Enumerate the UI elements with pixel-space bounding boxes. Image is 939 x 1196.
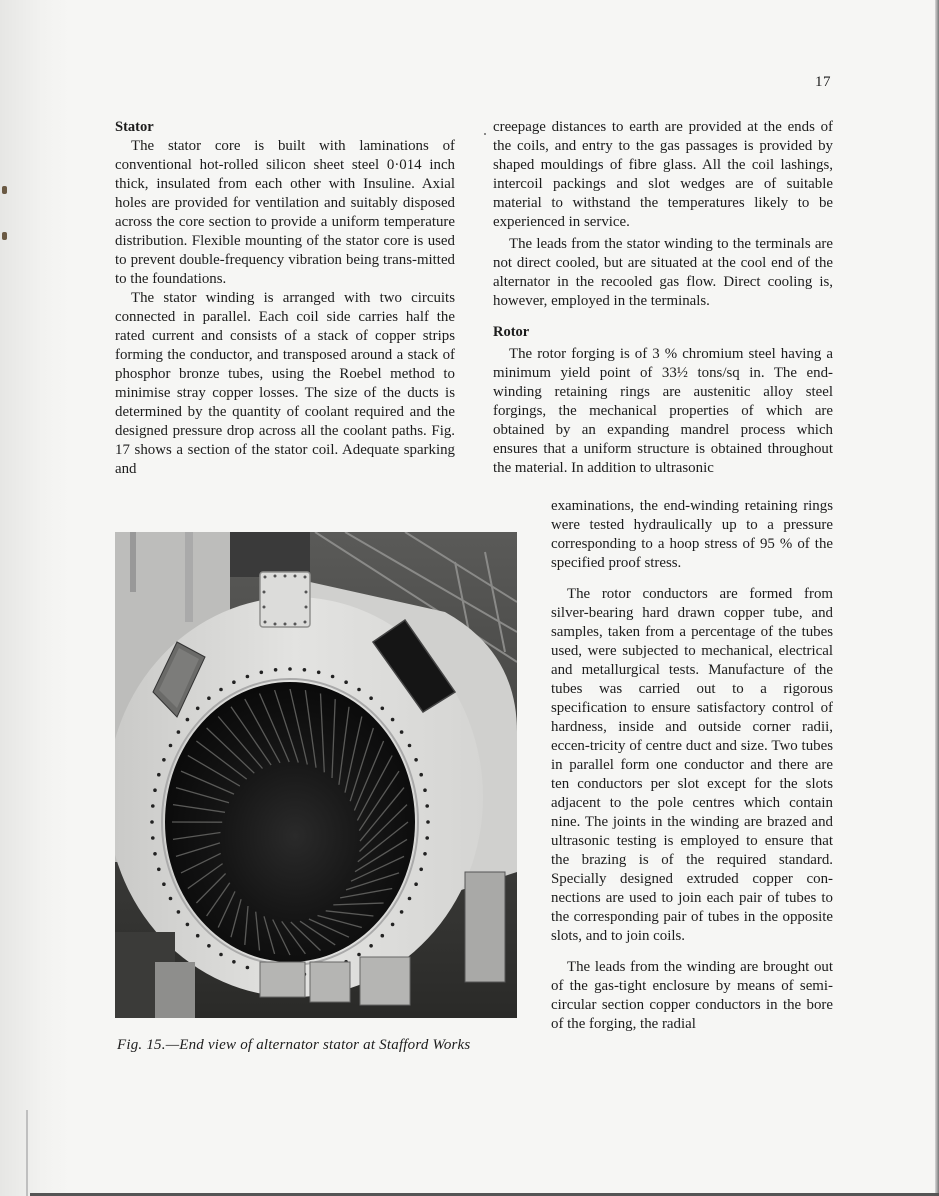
bolt (232, 960, 236, 964)
bolt (408, 897, 412, 901)
figure-caption (117, 1037, 517, 1054)
page-edge-left (26, 1110, 28, 1196)
bolt (207, 696, 211, 700)
paragraph: The stator winding is arranged with two circuits connected in parallel. Each coil side carries half the rated current and consists of a stack of copper strips forming the conductor, and transposed around a stack of phosphor bronze tubes, using the Roebel method to minimise stray copper losses. The size of the ducts is determined by the quantity of coolant required and the designed pressure drop across all the coolant paths. Fig. 17 shows a section of the stator coil. Adequate sparking and (115, 290, 455, 477)
bolt (317, 671, 321, 675)
right-column (493, 118, 833, 478)
bolt (288, 667, 292, 671)
bolt (151, 804, 155, 808)
bolt (357, 688, 361, 692)
left-column (115, 118, 455, 479)
bolt (357, 953, 361, 957)
bolt (274, 668, 278, 672)
bolt (169, 744, 173, 748)
section-heading-stator: Stator (115, 119, 154, 135)
bolt (177, 730, 181, 734)
right-column-narrow (551, 497, 833, 1034)
bolt (153, 852, 157, 856)
bolt (186, 923, 190, 927)
paragraph: The stator core is built with laminations of conventional hot-rolled silicon sheet steel 0·014 inch thick, insulated from each other with Insuline. Axial holes are provided for ventilation and suitably disposed across the core section to provide a uniform temperature distribution. Flexible mounting of the stator core is used to prevent double-frequency vibration being trans-mitted to the foundations. (115, 138, 455, 287)
page-gutter-shadow (0, 0, 70, 1196)
paragraph: The leads from the stator winding to the terminals are not direct cooled, but are situated at the cool end of the alternator in the recooled gas flow. Direct cooling is, however, employed in the terminals. (493, 236, 833, 309)
figure-number: 15. (146, 1037, 166, 1053)
bolt (260, 671, 264, 675)
bolt (344, 680, 348, 684)
bolt (400, 910, 404, 914)
figure-photograph (115, 532, 517, 1018)
paragraph: The rotor forging is of 3 % chromium steel having a minimum yield point of 33½ tons/sq in. The end-winding retaining rings are austenitic alloy steel forgings, the mechanical properties of which are obtained by an expanding mandrel process which ensures that a uniform structure is obtained throughout the material. In addition to ultrasonic (493, 346, 833, 476)
bolt (331, 675, 335, 679)
stator-photo-illustration (115, 532, 517, 1018)
bolt (186, 718, 190, 722)
bolt (151, 836, 155, 840)
bolt (400, 730, 404, 734)
bolt (391, 923, 395, 927)
bolt (169, 897, 173, 901)
bolt (425, 836, 429, 840)
bolt (196, 934, 200, 938)
bolt (419, 868, 423, 872)
section-heading-rotor: Rotor (493, 324, 530, 340)
binding-staple-mark (2, 232, 7, 240)
bolt (246, 675, 250, 679)
bolt (162, 758, 166, 762)
bolt (246, 966, 250, 970)
scan-speck (484, 133, 486, 135)
figure-caption-text: —End view of alternator stator at Stafford Works (165, 1037, 471, 1053)
cover-plate (260, 572, 310, 627)
bolt (369, 696, 373, 700)
bolt (426, 820, 430, 824)
bolt (414, 758, 418, 762)
bolt (232, 680, 236, 684)
bolt (207, 944, 211, 948)
page-edge-right (935, 0, 939, 1196)
figure-label: Fig. (117, 1037, 143, 1053)
paragraph-continued: creepage distances to earth are provided at the ends of the coils, and entry to the gas passages is provided by shaped mouldings of fibre glass. All the coil lashings, intercoil packings and slot wedges are of suitable material to withstand the temperatures likely to be experienced in service. (493, 119, 833, 230)
paragraph: The rotor conductors are formed from silver-bearing hard drawn copper tube, and samples, taken from a percentage of the tubes used, were subjected to mechanical, electrical and metallurgical tests. Manufacture of the tubes was carried out to a rigorous specification to ensure satisfactory control of hardness, inside and outside corner radii, eccen-tricity of centre duct and size. Two tubes in parallel form one conductor and there are ten conductors per slot except for the slots adjacent to the pole centres which contain nine. The joints in the winding are brazed and ultrasonic testing is employed to ensure that the brazing is of the required standard. Specially designed extruded copper con-nections are used to join each pair of tubes to the corresponding pair of tubes in the opposite slots, and to join coils. (551, 586, 833, 944)
bolt (153, 788, 157, 792)
bolt (391, 718, 395, 722)
bolt (414, 882, 418, 886)
right-support (465, 872, 505, 982)
bolt (423, 788, 427, 792)
bolt (150, 820, 154, 824)
paragraph: The leads from the winding are brought out of the gas-tight enclosure by means of semi-circular section copper conductors in the bore of the forging, the radial (551, 959, 833, 1032)
bolt (177, 910, 181, 914)
bolt (157, 773, 161, 777)
bolt (162, 882, 166, 886)
bolt (425, 804, 429, 808)
bolt (219, 688, 223, 692)
bolt (419, 773, 423, 777)
bolt (157, 868, 161, 872)
bolt (408, 744, 412, 748)
bolt (303, 668, 307, 672)
page-number: 17 (815, 74, 831, 90)
bolt (423, 852, 427, 856)
bolt (381, 707, 385, 711)
bolt (219, 953, 223, 957)
bolt (381, 934, 385, 938)
binding-staple-mark (2, 186, 7, 194)
paragraph-continued: examinations, the end-winding retaining rings were tested hydraulically up to a pressure corresponding to a hoop stress of 95 % of the specified proof stress. (551, 498, 833, 571)
bolt (369, 944, 373, 948)
bolt (196, 707, 200, 711)
